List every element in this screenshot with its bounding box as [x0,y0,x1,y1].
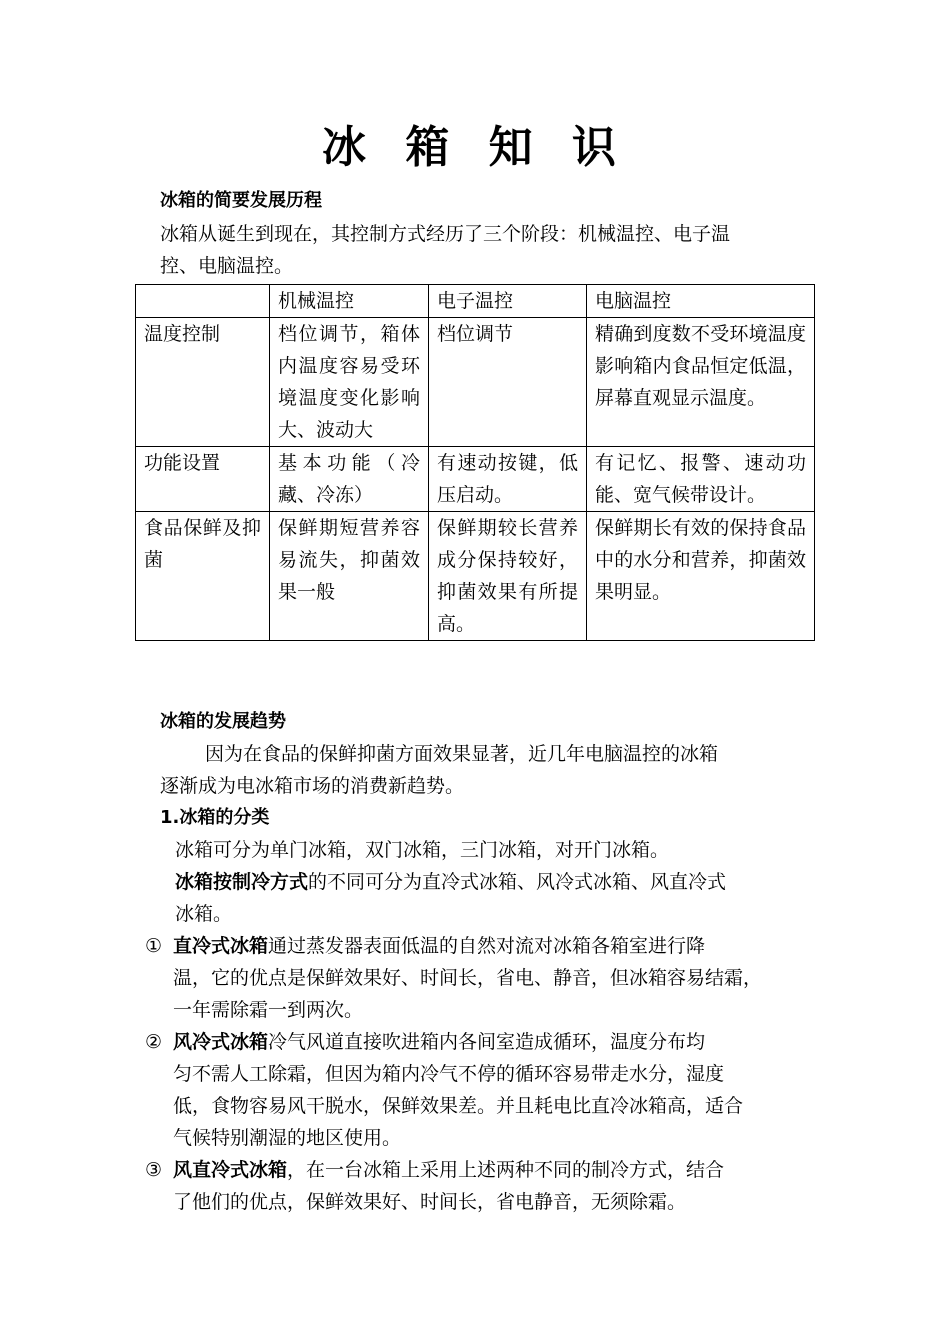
list-item-term: 风直冷式冰箱 [173,1159,288,1181]
list-item-line-text: 通过蒸发器表面低温的自然对流对冰箱各箱室进行降 [268,935,706,957]
history-intro-line-1: 冰箱从诞生到现在，其控制方式经历了三个阶段：机械温控、电子温 [160,223,731,245]
table-row [136,512,815,641]
list-item-text [173,1154,724,1218]
table-row [136,318,815,447]
table-row-label: 温度控制 [136,318,270,447]
list-item [145,1154,825,1218]
list-item-line: 匀不需人工除霜，但因为箱内冷气不停的循环容易带走水分，湿度 [173,1063,725,1085]
table-row [136,447,815,512]
comparison-table [135,284,815,641]
section-heading-trend: 冰箱的发展趋势 [160,711,286,732]
page-title: 冰 箱 知 识 [322,122,628,173]
table-cell: 基本功能（冷藏、冷冻） [270,447,429,512]
list-item-line: 一年需除霜一到两次。 [173,999,364,1021]
table-header-row [136,285,815,318]
section-heading-history: 冰箱的简要发展历程 [160,190,322,211]
list-item-number: ① [145,935,163,957]
table-row-label: 食品保鲜及抑菌 [136,512,270,641]
classification-line-2-text: 的不同可分为直冷式冰箱、风冷式冰箱、风直冷式 [308,871,727,893]
table-cell: 保鲜期长有效的保持食品中的水分和营养，抑菌效果明显。 [587,512,815,641]
section-heading-classification: 1.冰箱的分类 [160,807,270,828]
list-item-term: 直冷式冰箱 [173,935,269,957]
classification-line-2 [175,866,726,898]
classification-bold-term: 冰箱按制冷方式 [175,871,309,893]
trend-paragraph-line-2: 逐渐成为电冰箱市场的消费新趋势。 [160,775,465,797]
table-header-cell: 机械温控 [270,285,429,318]
table-cell: 档位调节，箱体内温度容易受环境温度变化影响大、波动大 [270,318,429,447]
list-item-number: ③ [145,1159,163,1181]
classification-line-1: 冰箱可分为单门冰箱，双门冰箱，三门冰箱，对开门冰箱。 [175,839,670,861]
history-intro-line-2: 控、电脑温控。 [160,255,294,277]
list-item [145,930,825,1026]
list-item-term: 风冷式冰箱 [173,1031,269,1053]
table-cell: 保鲜期短营养容易流失，抑菌效果一般 [270,512,429,641]
table-cell: 有记忆、报警、速动功能、宽气候带设计。 [587,447,815,512]
list-item-line: 气候特别潮湿的地区使用。 [173,1127,402,1149]
list-item [145,1026,825,1154]
list-item-text [173,1026,743,1154]
list-item-line [173,1154,724,1186]
list-item-line: 温，它的优点是保鲜效果好、时间长，省电、静音，但冰箱容易结霜， [173,967,763,989]
list-item-text [173,930,762,1026]
table-row-label: 功能设置 [136,447,270,512]
table-header-cell: 电脑温控 [587,285,815,318]
list-item-line-text: ，在一台冰箱上采用上述两种不同的制冷方式，结合 [287,1159,725,1181]
table-cell: 有速动按键，低压启动。 [429,447,587,512]
list-item-line [173,1026,743,1058]
table-header-cell: 电子温控 [429,285,587,318]
table-cell: 档位调节 [429,318,587,447]
list-item-line [173,930,762,962]
list-item-number: ② [145,1031,163,1053]
table-header-cell [136,285,270,318]
list-item-line-text: 冷气风道直接吹进箱内各间室造成循环，温度分布均 [268,1031,706,1053]
classification-line-3: 冰箱。 [175,903,233,925]
trend-paragraph-line-1: 因为在食品的保鲜抑菌方面效果显著，近几年电脑温控的冰箱 [205,743,719,765]
list-item-line: 了他们的优点，保鲜效果好、时间长，省电静音，无须除霜。 [173,1191,687,1213]
list-item-line: 低，食物容易风干脱水，保鲜效果差。并且耗电比直冷冰箱高，适合 [173,1095,744,1117]
table-cell: 精确到度数不受环境温度影响箱内食品恒定低温，屏幕直观显示温度。 [587,318,815,447]
table-cell: 保鲜期较长营养成分保持较好，抑菌效果有所提高。 [429,512,587,641]
